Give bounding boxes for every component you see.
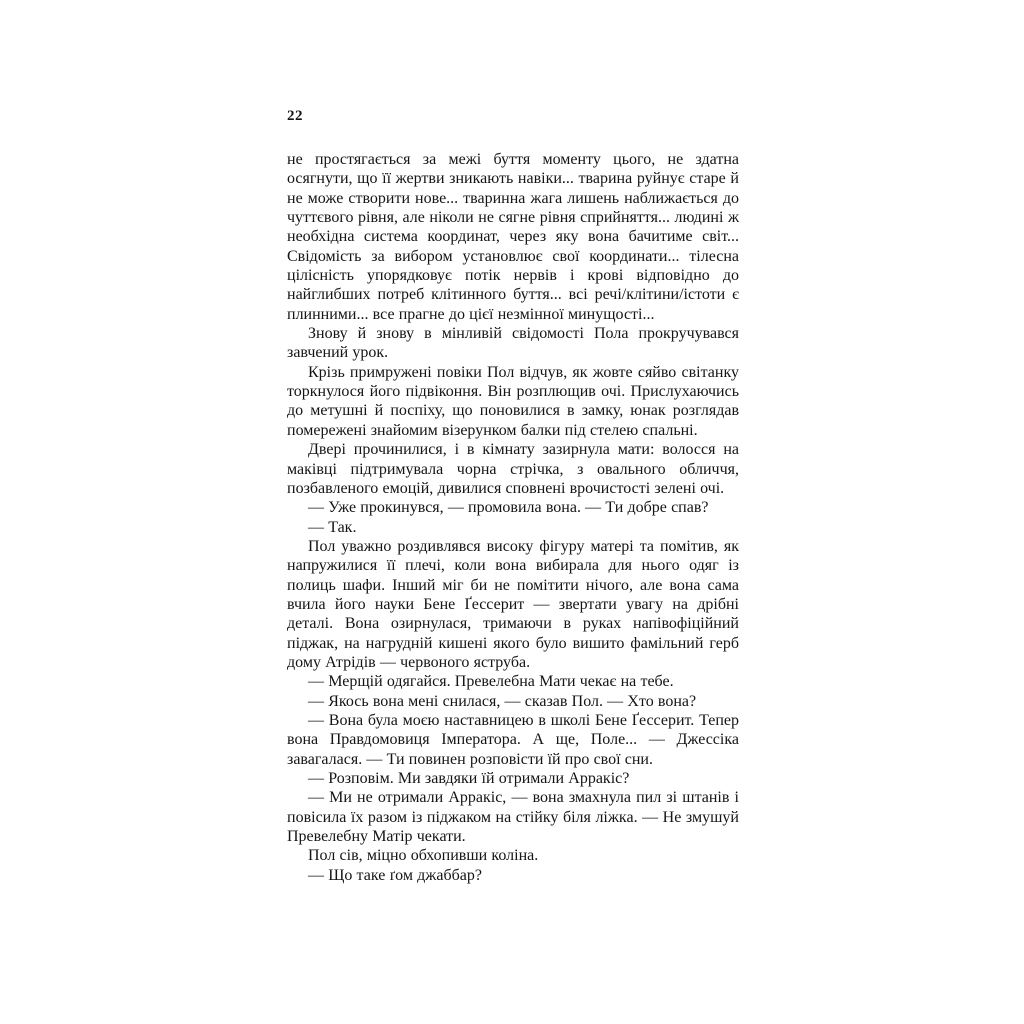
paragraph: — Якось вона мені снилася, — сказав Пол. — Хто вона? [308, 692, 697, 710]
paragraph: — Ми не отримали Арракіс, — вона змахнула пил зі штанів і повісила їх разом із піджаком на стійку біля ліжка. — Не змушуй Превелебну Матір чекати. [287, 789, 739, 846]
paragraph: Крізь примружені повіки Пол відчув, як жовте сяйво світанку торкнулося його підвіконня. Він розплющив очі. Прислухаючись до метушні й поспіху, що поновилися в замку, юнак розглядав помережені знайомим візерунком балки під стелею спальні. [287, 363, 739, 439]
paragraph: Двері прочинилися, і в кімнату зазирнула мати: волосся на маківці підтримувала чорна стрічка, з овального обличчя, позбавленого емоцій, дивилися сповнені врочистості зелені очі. [287, 441, 739, 497]
paragraph: не простягається за межі буття моменту цього, не здатна осягнути, що її жертви зникають навіки... тварина руйнує старе й не може створити нове... тваринна жага лишень наближається до чуттєвого рівня, але ніколи не сягне рівня сприйняття... людині ж необхідна система координат, через яку вона бачитиме світ... Свідомість за вибором установлює свої координати... тілесна цілісність упорядковує потік нервів і крові відповідно до найглибших потреб клітинного буття... всі речі/клітини/істоти є плинними... все прагне до цієї незмінної минущості... [287, 151, 739, 323]
paragraph: — Вона була моєю наставницею в школі Бене Ґессерит. Тепер вона Правдомовиця Імператора. А ще, Поле... — Джессіка завагалася. — Ти повинен розповісти їй про свої сни. [287, 711, 739, 768]
paragraph: — Що таке ґом джаббар? [308, 866, 482, 884]
page-number: 22 [287, 108, 303, 124]
paragraph: Знову й знову в мінливій свідомості Пола прокручувався завчений урок. [287, 325, 739, 362]
paragraph: — Уже прокинувся, — промовила вона. — Ти добре спав? [308, 499, 709, 517]
text-block [287, 150, 739, 885]
paragraph: — Мерщій одягайся. Превелебна Мати чекає на тебе. [308, 673, 674, 691]
paragraph: — Так. [308, 518, 357, 536]
paragraph: — Розповім. Ми завдяки їй отримали Арракіс? [308, 770, 630, 787]
paragraph: Пол сів, міцно обхопивши коліна. [308, 847, 539, 865]
paragraph: Пол уважно роздивлявся високу фігуру матері та помітив, як напружилися її плечі, коли вона вибирала для нього одяг із полиць шафи. Інший міг би не помітити нічого, але вона сама вчила його науки Бене Ґессерит — звертати увагу на дрібні деталі. Вона озирнулася, тримаючи в руках напівофіційний піджак, на нагрудній кишені якого було вишито фамільний герб дому Атрідів — червоного яструба. [287, 537, 739, 671]
